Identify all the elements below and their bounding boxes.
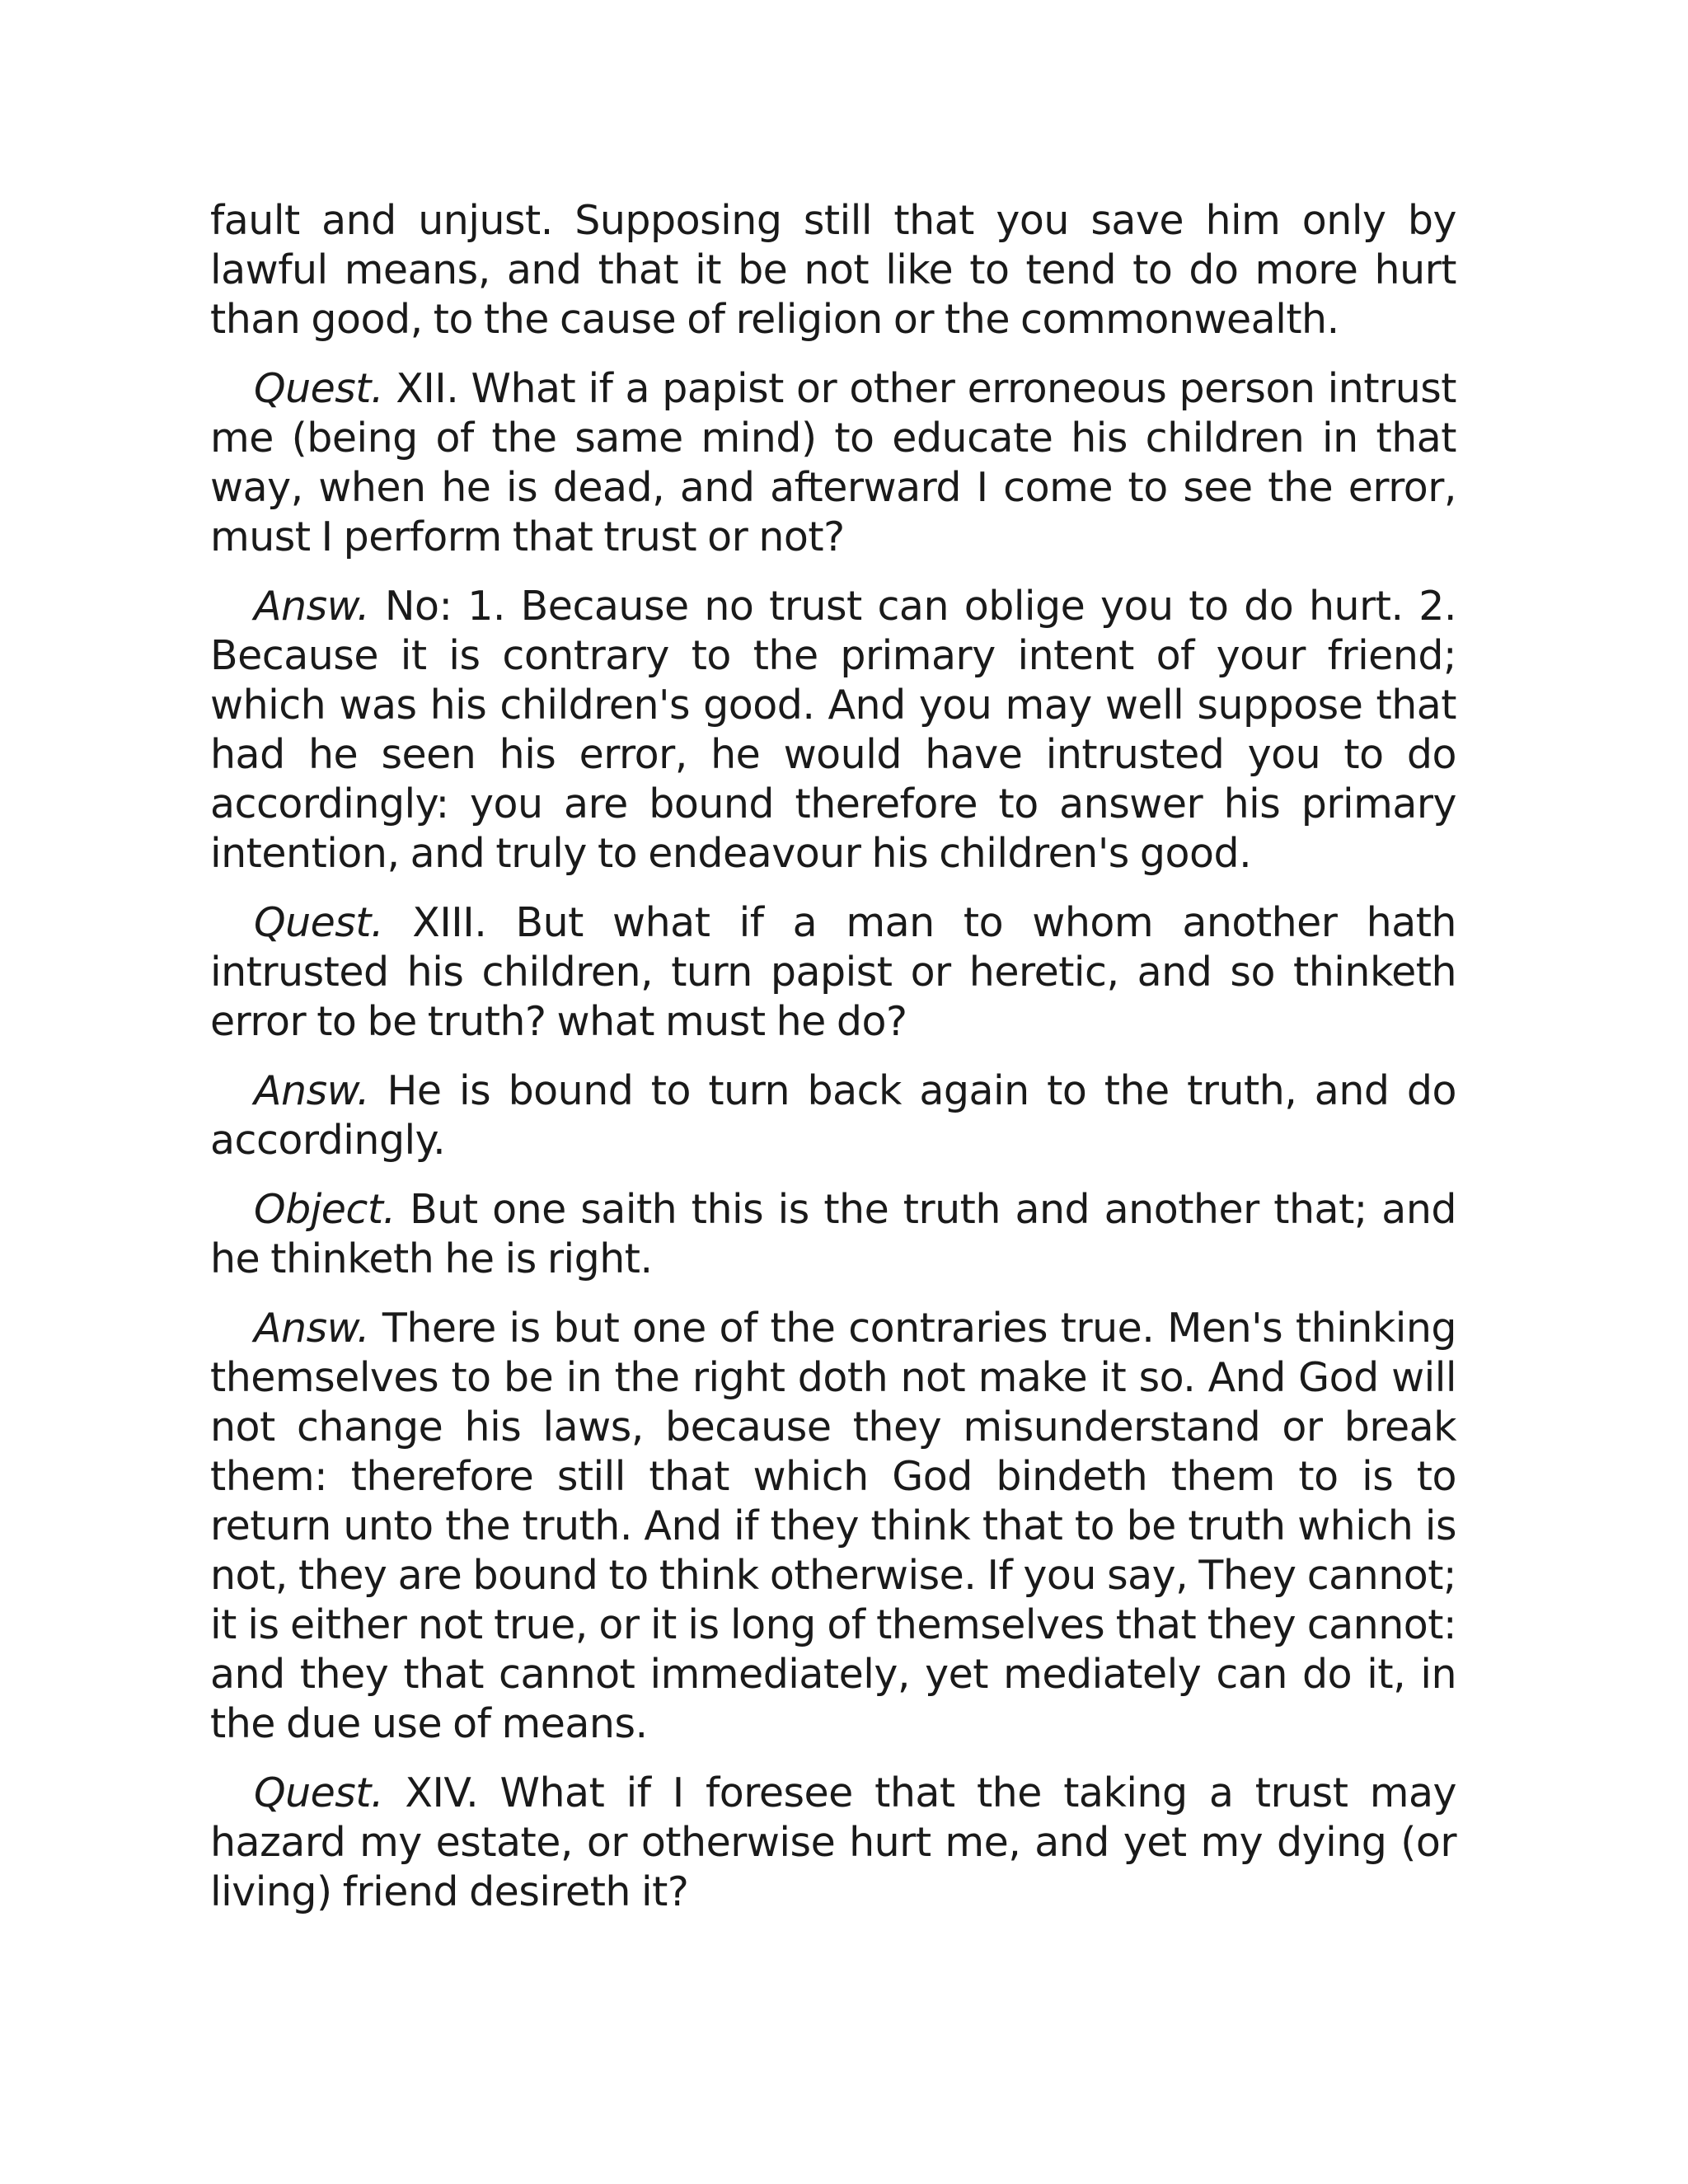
paragraph-answer-xiii — [210, 1066, 1456, 1165]
paragraph-question-xiii — [210, 898, 1456, 1047]
paragraph-text: XIII. But what if a man to whom another hath intrusted his children, turn papist or heretic, and so thinketh error to be truth? what must he do? — [210, 899, 1456, 1045]
document-page — [210, 196, 1456, 1937]
paragraph-label: Answ. — [254, 1067, 370, 1114]
paragraph-label: Answ. — [254, 1305, 370, 1352]
paragraph-label: Object. — [254, 1186, 396, 1233]
paragraph-text: XII. What if a papist or other erroneous person intrust me (being of the same mind) to educate his children in that way, when he is dead, and afterward I come to see the error, must I perform that trust or not? — [210, 365, 1456, 560]
paragraph-text: No: 1. Because no trust can oblige you to do hurt. 2. Because it is contrary to the primary intent of your friend; which was his children's good. And you may well suppose that had he seen his error, he would have intrusted you to do accordingly: you are bound therefore to answer his primary intention, and truly to endeavour his children's good. — [210, 583, 1456, 877]
paragraph-answer-xii — [210, 582, 1456, 879]
paragraph-label: Quest. — [254, 365, 384, 412]
paragraph-text: He is bound to turn back again to the truth, and do accordingly. — [210, 1067, 1456, 1164]
paragraph-objection — [210, 1185, 1456, 1284]
paragraph-text: But one saith this is the truth and another that; and he thinketh he is right. — [210, 1186, 1456, 1282]
paragraph-label: Quest. — [254, 1769, 384, 1816]
paragraph-label: Answ. — [254, 583, 370, 630]
paragraph-text: fault and unjust. Supposing still that you save him only by lawful means, and that it be not like to tend to do more hurt than good, to the cause of religion or the commonwealth. — [210, 197, 1456, 343]
paragraph-label: Quest. — [254, 899, 384, 946]
paragraph-question-xiv — [210, 1769, 1456, 1917]
paragraph-text: There is but one of the contraries true. Men's thinking themselves to be in the right doth not make it so. And God will not change his laws, because they misunderstand or break them: therefore still that which God bindeth them to is to return unto the truth. And if they think that to be truth which is not, they are bound to think otherwise. If you say, They cannot; it is either not true, or it is long of themselves that they cannot: and they that cannot immediately, yet mediately can do it, in the due use of means. — [210, 1305, 1456, 1747]
paragraph-answer-objection — [210, 1304, 1456, 1749]
paragraph-text: XIV. What if I foresee that the taking a trust may hazard my estate, or otherwise hurt me, and yet my dying (or living) friend desireth it? — [210, 1769, 1456, 1915]
paragraph-continuation — [210, 196, 1456, 344]
paragraph-question-xii — [210, 364, 1456, 562]
